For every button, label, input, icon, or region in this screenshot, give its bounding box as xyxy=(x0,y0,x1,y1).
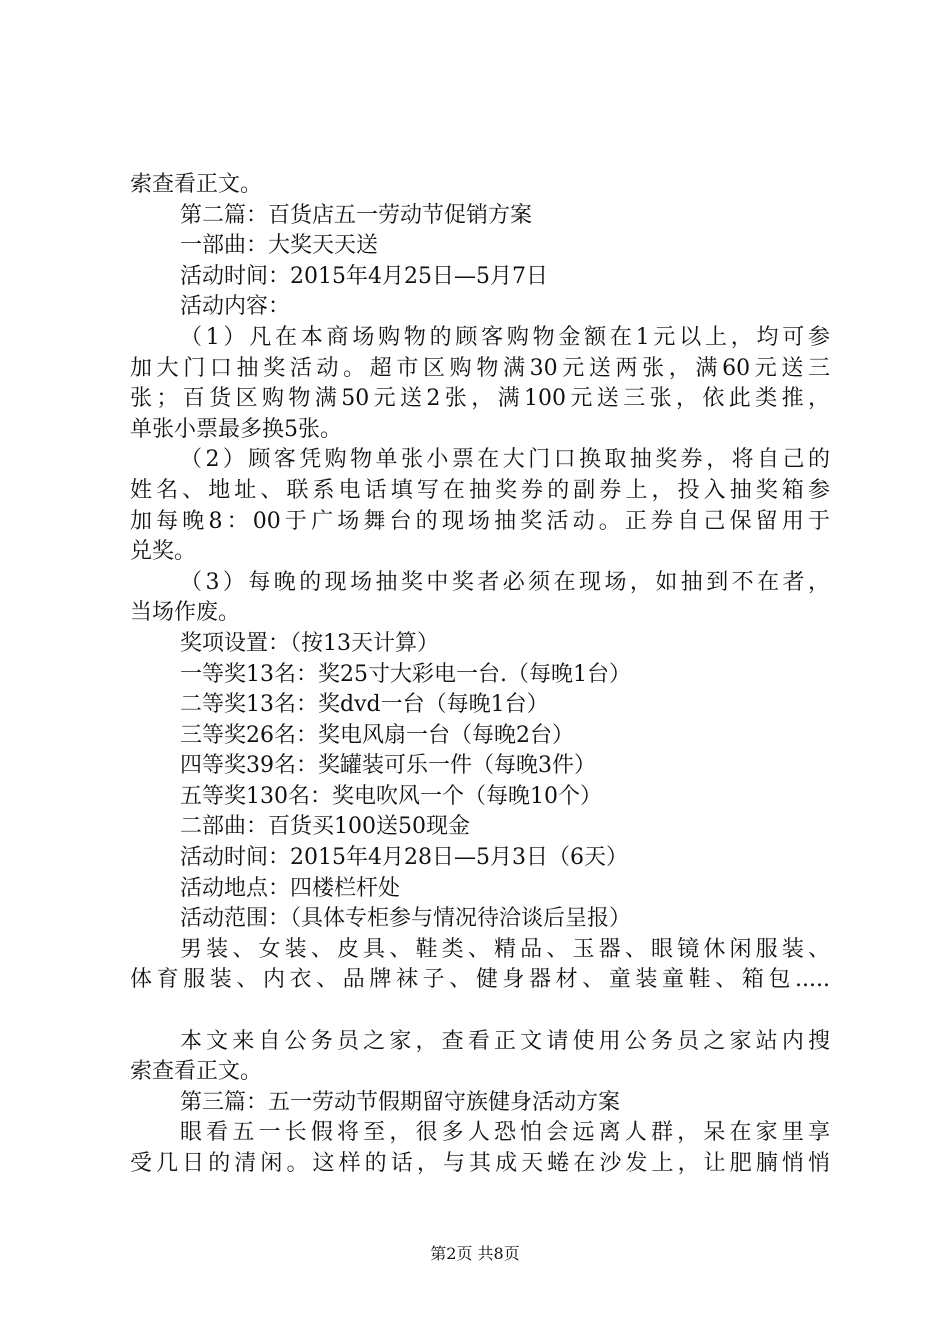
text-line: 姓名、地址、联系电话填写在抽奖券的副券上，投入抽奖箱参 xyxy=(130,477,830,503)
text-line: 活动时间：2015年4月25日—5月7日 xyxy=(180,263,548,289)
text-line: 眼看五一长假将至，很多人恐怕会远离人群，呆在家里享 xyxy=(180,1120,830,1146)
text-line: 活动地点：四楼栏杆处 xyxy=(180,875,401,901)
prize-line: 三等奖26名：奖电风扇一台（每晚2台） xyxy=(180,722,574,748)
blank-line xyxy=(130,996,830,1027)
text-line: 奖项设置：（按13天计算） xyxy=(180,630,439,656)
text-line: 活动范围：（具体专柜参与情况待洽谈后呈报） xyxy=(180,906,632,932)
prize-line: 二等奖13名：奖dvd一台（每晚1台） xyxy=(180,692,549,718)
text-line: （2）顾客凭购物单张小票在大门口换取抽奖券，将自己的 xyxy=(180,447,830,473)
text-line: 活动内容： xyxy=(180,294,291,320)
page-footer xyxy=(0,1244,950,1264)
text-line: 二部曲：百货买100送50现金 xyxy=(180,814,470,840)
text-line: 加每晚8：00于广场舞台的现场抽奖活动。正券自己保留用于 xyxy=(130,508,830,534)
text-line: 索查看正文。 xyxy=(130,1059,263,1085)
text-line: 加大门口抽奖活动。超市区购物满30元送两张，满60元送三 xyxy=(130,355,830,381)
text-line: 活动时间：2015年4月28日—5月3日（6天） xyxy=(180,845,628,871)
text-line: 受几日的清闲。这样的话，与其成天蜷在沙发上，让肥腩悄悄 xyxy=(130,1151,830,1176)
text-line: 体育服装、内衣、品牌袜子、健身器材、童装童鞋、箱包..... xyxy=(130,967,830,993)
text-line: 当场作废。 xyxy=(130,600,241,626)
text-line: 本文来自公务员之家，查看正文请使用公务员之家站内搜 xyxy=(180,1028,830,1054)
section-heading: 第二篇：百货店五一劳动节促销方案 xyxy=(180,202,533,228)
page-number-label: 第2页 共8页 xyxy=(430,1244,520,1263)
prize-line: 四等奖39名：奖罐装可乐一件（每晚3件） xyxy=(180,753,596,779)
text-line: 男装、女装、皮具、鞋类、精品、玉器、眼镜休闲服装、 xyxy=(180,936,830,962)
text-line: （1）凡在本商场购物的顾客购物金额在1元以上，均可参 xyxy=(180,324,830,350)
text-line: 一部曲：大奖天天送 xyxy=(180,233,379,259)
text-line: 索查看正文。 xyxy=(130,172,263,197)
prize-line: 五等奖130名：奖电吹风一个（每晚10个） xyxy=(180,783,602,809)
section-heading: 第三篇：五一劳动节假期留守族健身活动方案 xyxy=(180,1089,621,1115)
text-line: （3）每晚的现场抽奖中奖者必须在现场，如抽到不在者， xyxy=(180,569,830,595)
text-line: 兑奖。 xyxy=(130,539,197,565)
text-line: 张；百货区购物满50元送2张，满100元送三张，依此类推， xyxy=(130,386,830,412)
prize-line: 一等奖13名：奖25寸大彩电一台.（每晚1台） xyxy=(180,661,631,687)
document-body xyxy=(130,170,830,1180)
text-line: 单张小票最多换5张。 xyxy=(130,416,342,442)
